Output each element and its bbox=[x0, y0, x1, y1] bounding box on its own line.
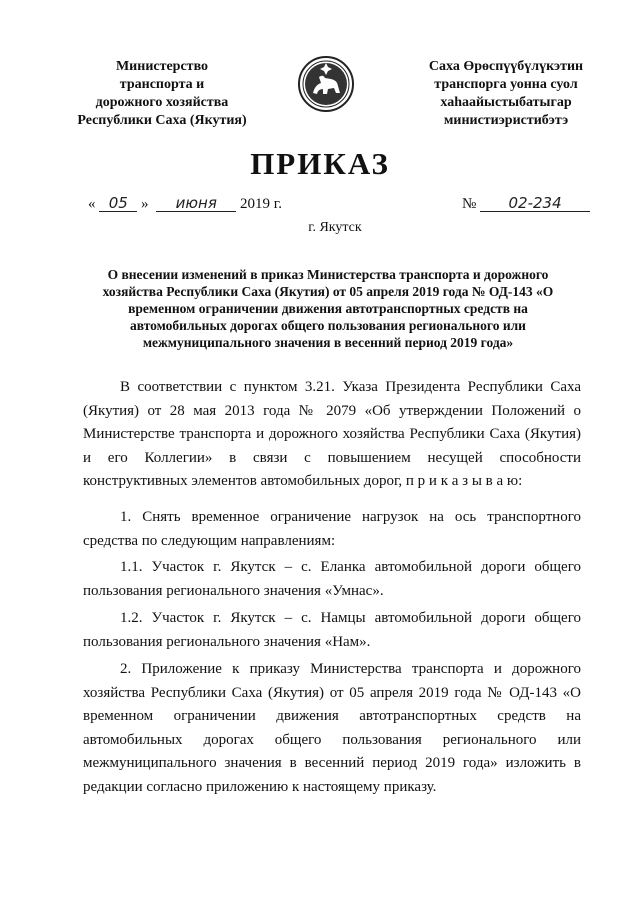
coat-of-arms-emblem-icon bbox=[297, 55, 355, 113]
ministry-line: Министерство bbox=[115, 59, 209, 74]
ministry-line: хаһаайыстыбатыгар bbox=[440, 95, 572, 110]
ministry-name-sakha bbox=[398, 58, 614, 130]
date-close-quote: » bbox=[141, 196, 149, 212]
ministry-line: транспорга уонна суол bbox=[434, 77, 578, 92]
clause-1: 1. Снять временное ограничение нагрузок на ось транспортного средства по следующим направлениям: bbox=[83, 509, 581, 549]
clause-1-2: 1.2. Участок г. Якутск – с. Намцы автомобильной дороги общего пользования регионального значения «Нам». bbox=[83, 610, 581, 650]
document-title: ПРИКАЗ bbox=[250, 146, 390, 181]
order-subject: О внесении изменений в приказ Министерства транспорта и дорожного хозяйства Республики Саха (Якутия) от 05 апреля 2019 года № ОД-143 «О временном ограничении движения автотранспортных средств на автомобильных дорогах общего пользования регионального или межмуниципального значения в весенний период 2019 года» bbox=[102, 267, 554, 350]
ministry-line: транспорта и bbox=[119, 77, 205, 92]
ministry-line: Республики Саха (Якутия) bbox=[77, 113, 247, 128]
date-open-quote: « bbox=[88, 196, 96, 212]
preamble-paragraph: В соответствии с пунктом 3.21. Указа Президента Республики Саха (Якутия) от 28 мая 2013 года № 2079 «Об утверждении Положений о Министерстве транспорта и дорожного хозяйства Республики Саха (Якутия) и его Коллегии» в связи с повышением несущей способности конструктивных элементов автомобильных дорог, п р и к а з ы в а ю: bbox=[83, 379, 581, 489]
number-label: № bbox=[462, 196, 477, 212]
order-number bbox=[462, 196, 590, 213]
ministry-line: дорожного хозяйства bbox=[95, 95, 229, 110]
number-value: 02-234 bbox=[480, 196, 590, 212]
clause-2: 2. Приложение к приказу Министерства транспорта и дорожного хозяйства Республики Саха (Якутия) от 05 апреля 2019 года № ОД-143 «О временном ограничении движения автотранспортных средств на автомобильных дорогах общего пользования регионального или межмуниципального значения в весенний период 2019 года» изложить в редакции согласно приложению к настоящему приказу. bbox=[83, 661, 581, 795]
ministry-name-russian bbox=[62, 58, 262, 130]
clause-1-1: 1.1. Участок г. Якутск – с. Еланка автомобильной дороги общего пользования регионального значения «Умнас». bbox=[83, 559, 581, 599]
date-month: июня bbox=[156, 196, 236, 212]
ministry-line: Саха Өрөспүүбүлүкэтин bbox=[428, 59, 584, 74]
date-year: 2019 г. bbox=[240, 196, 282, 212]
city: г. Якутск bbox=[308, 220, 362, 235]
date-day: 05 bbox=[99, 196, 137, 212]
order-date bbox=[88, 196, 282, 213]
ministry-line: министиэристибэтэ bbox=[443, 113, 569, 128]
